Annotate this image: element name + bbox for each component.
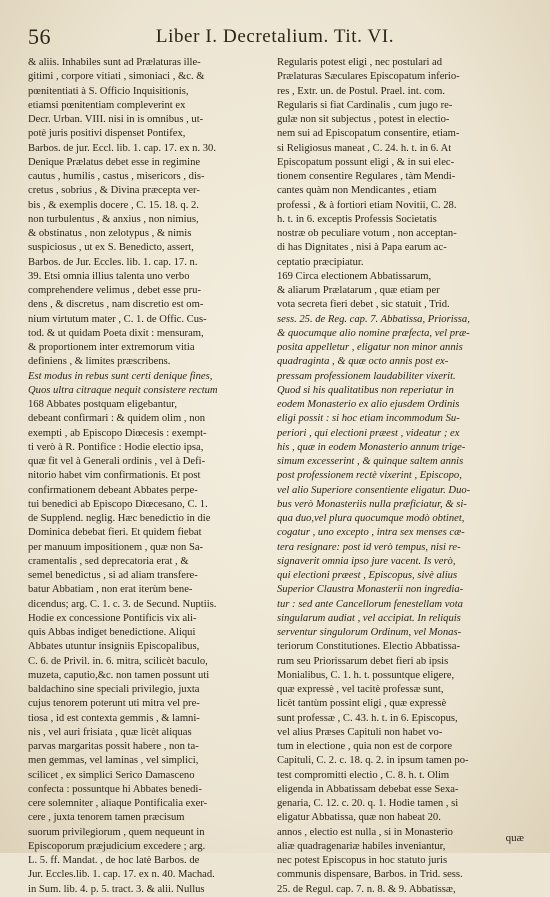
text-line: bus verò Monasteriis nulla præficiatur, & si-: [277, 498, 467, 510]
text-line: tionem consentire Regulares , tàm Mendi-: [277, 171, 456, 182]
text-line: si Religiosus maneat , C. 24. h. t. in 6. At: [277, 142, 452, 154]
text-line: vel alio Superiore consentiente eligatur. Duo-: [277, 484, 471, 496]
text-line: confecta : possuntque hi Abbates benedi-: [28, 783, 202, 795]
text-line: Monialibus, C. 1. h. t. possuntque eligere,: [277, 669, 455, 681]
text-line: Jur. Eccles.lib. 1. cap. 17. ex n. 40. Machad.: [28, 869, 215, 881]
text-line: quæ expressè , vel tacitè professæ sunt,: [277, 684, 444, 695]
text-line: Abbates utuntur insigniis Episcopalibus,: [28, 641, 200, 653]
text-line: ceptatio præcipiatur.: [277, 256, 364, 268]
text-line: cantes quàm non Mendicantes , etiam: [277, 185, 437, 197]
left-text-column: [28, 56, 271, 897]
text-line: cujus tenorem poterunt uti mitra vel pre-: [28, 698, 200, 710]
text-line: 169 Circa electionem Abbatissarum,: [277, 270, 432, 282]
text-line: gitimi , corpore vitiati , simoniaci , &c. &: [28, 71, 205, 83]
text-line: cramentalis , sed deprecatoria erat , &: [28, 555, 189, 567]
text-line: comprehendere velimus , debet esse pru-: [28, 285, 201, 296]
text-line: annos , electio est nulla , si in Monasterio: [277, 826, 453, 838]
text-line: L. 5. ff. Mandat. , de hoc latè Barbos. de: [28, 855, 200, 866]
text-line: & obstinatus , non zelotypus , & nimis: [28, 228, 192, 239]
text-line: tui benedici ab Episcopo Diœcesano, C. 1.: [28, 498, 208, 510]
text-line: sunt professæ , C. 43. h. t. in 6. Episcopus,: [277, 712, 458, 724]
text-line: 25. de Regul. cap. 7. n. 8. & 9. Abbatissæ,: [277, 883, 456, 895]
text-line: nem sui ad Episcopatum consentire, etiam-: [277, 128, 460, 140]
text-line: batur Abbatiam , non erat iterùm bene-: [28, 584, 193, 596]
text-line: Episcoporum præjudicium excedere ; arg.: [28, 840, 206, 852]
text-line: & aliis. Inhabiles sunt ad Prælaturas ille-: [28, 57, 201, 68]
text-line: Episcopatum possunt eligi , & in sui elec-: [277, 156, 455, 168]
text-line: aliæ quadragenariæ habiles inveniantur,: [277, 840, 446, 852]
text-line: Hodie ex concessione Pontificis vix ali-: [28, 612, 197, 624]
text-line: Quos ultra citraque nequit consistere rectum: [28, 384, 218, 396]
text-line: 168 Abbates postquam eligebantur,: [28, 399, 178, 410]
text-line: Quod si his qualitatibus non reperiatur in: [277, 384, 454, 396]
text-line: potè juris positivi dispenset Pontifex,: [28, 128, 186, 140]
text-line: per manuum impositionem , quæ non Sa-: [28, 541, 204, 553]
text-line: periori , qui electioni præest , videatur ; ex: [277, 427, 460, 439]
text-line: cere solemniter , aliaque Pontificalia exer-: [28, 798, 208, 809]
text-line: teriorum Constitutiones. Electio Abbatissa-: [277, 641, 461, 653]
text-line: eligenda in Abbatissam debebat esse Sexa-: [277, 783, 459, 795]
text-line: quis Abbas indiget benedictione. Aliqui: [28, 627, 196, 638]
text-line: sess. 25. de Reg. cap. 7. Abbatissa, Priorissa,: [277, 313, 470, 325]
text-line: qui electioni præest , Episcopus, sivè alius: [277, 570, 458, 581]
text-line: simum excesserint , & quinque saltem annis: [277, 456, 464, 467]
text-line: nitorio habet vim confirmationis. Et post: [28, 470, 201, 482]
running-title: Liber I. Decretalium. Tit. VI.: [155, 26, 395, 47]
text-line: suorum privilegiorum , quem nequeunt in: [28, 826, 205, 838]
text-line: tum in electione , quia non est de corpore: [277, 741, 453, 752]
text-line: de Supplend. neglig. Hæc benedictio in die: [28, 513, 211, 524]
text-line: in Sum. lib. 4. p. 5. tract. 3. & alii. Nullus: [28, 883, 205, 895]
text-line: Dominica debebat fieri. Et quidem fiebat: [28, 527, 202, 539]
text-line: muzeta, caputio,&c. non tamen possunt uti: [28, 669, 210, 681]
text-line: C. 6. de Privil. in. 6. mitra, scilicèt baculo,: [28, 655, 208, 667]
text-line: vel alius Præses Capituli non habet vo-: [277, 726, 443, 738]
text-line: debeant confirmari : & quidem olim , non: [28, 413, 206, 425]
text-line: cere , juxta tenorem tamen præcisum: [28, 812, 185, 824]
text-line: 39. Etsi omnia illius talenta uno verbo: [28, 270, 190, 282]
text-line: & quocumque alio nomine præfecta, vel præ-: [277, 327, 470, 339]
text-line: qua duo,vel plura quocumque modò obtinet,: [277, 513, 465, 524]
text-line: vota secreta fieri debet , sic statuit , Trid.: [277, 299, 450, 311]
text-line: Regularis potest eligi , nec postulari ad: [277, 57, 443, 68]
text-line: semel benedictus , si ad aliam transfere-: [28, 570, 198, 581]
text-line: eligatur Abbatissa, quæ non habeat 20.: [277, 812, 441, 824]
text-line: confirmationem debeant Abbates perpe-: [28, 484, 198, 496]
text-line: professi , & à fortiori etiam Novitii, C. 28.: [277, 199, 457, 211]
page-header: [0, 24, 550, 54]
text-line: dicendus; arg. C. 1. c. 3. de Secund. Nuptiis.: [28, 598, 217, 610]
text-line: bis , & exemplis docere , C. 15. 18. q. 2.: [28, 199, 199, 211]
page-number: 56: [28, 24, 51, 49]
text-line: genaria, C. 12. c. 20. q. 1. Hodie tamen , si: [277, 798, 459, 809]
text-line: nec potest Episcopus in hoc statuto juris: [277, 855, 448, 866]
text-line: cretus , sobrius , & Divina præcepta ver-: [28, 185, 200, 197]
text-line: Est modus in rebus sunt certi denique fines,: [28, 370, 213, 382]
text-line: Barbos. de Jur. Eccles. lib. 1. cap. 17. n.: [28, 256, 198, 268]
text-line: Regularis si fiat Cardinalis , cum jugo re-: [277, 99, 453, 111]
text-line: & aliarum Prælatarum , quæ etiam per: [277, 285, 440, 296]
text-line: men gemmas, vel laminas , vel simplici,: [28, 755, 199, 767]
text-line: signaverit omnia ipso jure vacent. Is verò,: [277, 555, 456, 567]
text-line: non turbulentus , & anxius , non nimius,: [28, 213, 199, 225]
text-line: h. t. in 6. exceptis Professis Societatis: [277, 213, 437, 225]
text-line: cogatur , uno excepto , intra sex menses cæ-: [277, 527, 465, 539]
text-line: his , quæ in eodem Monasterio annum trige-: [277, 441, 466, 453]
text-line: baldachino sine speciali privilegio, juxta: [28, 684, 200, 695]
text-line: etiamsi pœnitentiam compleverint ex: [28, 99, 186, 111]
text-line: communis dispensare, Barbos. in Trid. sess.: [277, 869, 463, 881]
text-line: pœnitentiati à S. Officio Inquisitionis,: [28, 85, 189, 97]
text-line: di has Dignitates , nisi à Papa earum ac-: [277, 242, 447, 254]
text-line: definiens , & limites præscribens.: [28, 356, 171, 368]
text-line: nostræ ob peculiare votum , non acceptan-: [277, 228, 457, 239]
text-line: ti verò à R. Pontifice : Hodie electio ipsa,: [28, 441, 204, 453]
text-line: scilicet , ex simplici Serico Damasceno: [28, 769, 195, 781]
text-line: licèt tantùm possint eligi , quæ expressè: [277, 698, 447, 710]
text-line: tera resignare: post id verò tempus, nisi re-: [277, 541, 461, 553]
right-text-column: [277, 56, 523, 897]
text-line: eodem Monasterio ex alio ejusdem Ordinis: [277, 399, 460, 410]
text-line: tiosa , id est contexta gemmis , & lamni-: [28, 712, 200, 724]
text-line: cautus , humilis , castus , misericors , dis-: [28, 171, 205, 182]
text-line: suspiciosus , ut ex S. Benedicto, assert,: [28, 242, 194, 254]
text-line: Decr. Urban. VIII. nisi in is omnibus , ut-: [28, 114, 204, 125]
text-line: Prælaturas Sæculares Episcopatum inferio-: [277, 71, 460, 83]
text-line: parvas margaritas possit habere , non ta-: [28, 741, 199, 752]
text-line: Superior Claustra Monasterii non ingredia-: [277, 584, 464, 596]
text-line: tod. & ut quidam Poeta dixit : mensuram,: [28, 327, 204, 339]
text-line: post professionem rectè vixerint , Episcopo,: [277, 470, 462, 482]
text-line: gulæ non sit subjectus , potest in electio-: [277, 114, 450, 125]
text-line: dens , & discretus , nam discretio est om-: [28, 299, 204, 311]
text-line: posita appelletur , eligatur non minor annis: [277, 342, 463, 353]
text-line: tur : sed ante Cancellorum fenestellam vota: [277, 598, 463, 610]
text-line: & proportionem inter extremorum vitia: [28, 342, 195, 353]
text-line: serventur singulorum Ordinum, vel Monas-: [277, 627, 462, 638]
text-line: singularum audiat , vel accipiat. In reliquis: [277, 612, 461, 624]
text-line: test compromitti electio , C. 8. h. t. Olim: [277, 769, 450, 781]
catchword: quæ: [505, 832, 524, 844]
text-line: nium virtutum mater , C. 1. de Offic. Cus-: [28, 313, 207, 325]
text-line: res , Extr. un. de Postul. Prael. int. com.: [277, 85, 446, 97]
text-line: pressam professionem laudabiliter vixerit.: [277, 370, 456, 382]
text-line: eligi possit : si hoc etiam incommodum Su-: [277, 413, 460, 425]
text-line: quadraginta , & quæ octo annis post ex-: [277, 356, 449, 368]
text-line: Capituli, C. 2. c. 18. q. 2. in ipsum tamen po-: [277, 755, 469, 767]
text-line: Denique Prælatus debet esse in regimine: [28, 156, 201, 168]
text-line: quæ fit vel à Generali ordinis , vel à Defi-: [28, 456, 206, 467]
text-line: Barbos. de jur. Eccl. lib. 1. cap. 17. ex n. 30.: [28, 142, 216, 154]
text-line: nis , vel auri frisiata , quæ licèt aliquas: [28, 726, 192, 738]
text-line: exempti , ab Episcopo Diœcesis : exempt-: [28, 427, 207, 439]
text-line: rum seu Priorissarum debet fieri ab ipsis: [277, 655, 449, 667]
